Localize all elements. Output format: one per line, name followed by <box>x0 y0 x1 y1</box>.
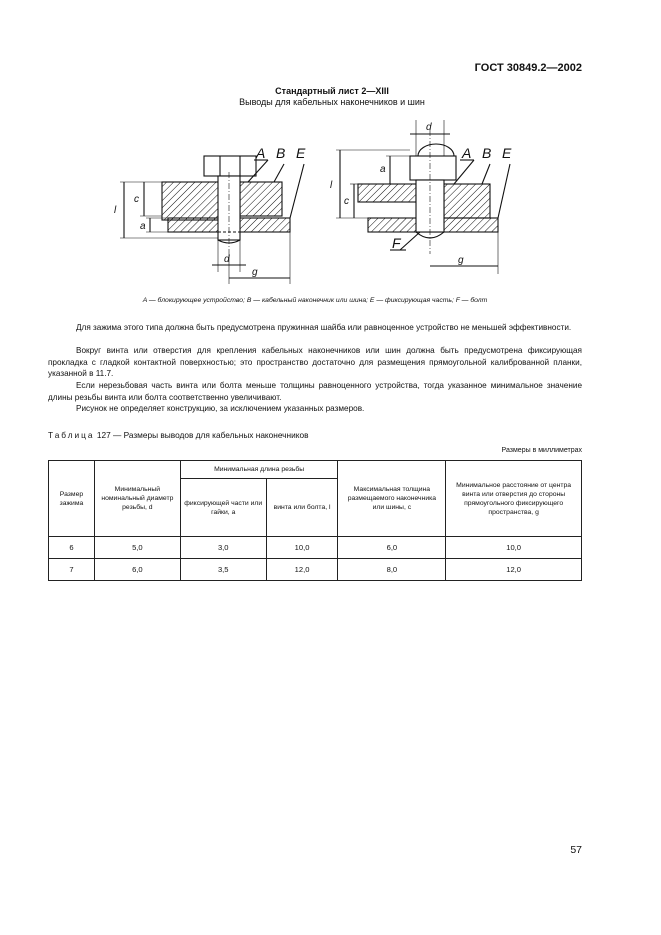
label-a-left: a <box>140 221 146 232</box>
table-caption <box>48 430 308 440</box>
table-cell: 6,0 <box>338 537 446 559</box>
header-min-diameter: Минимальный номинальный диаметр резьбы, d <box>94 461 180 537</box>
paragraph-1: Для зажима этого типа должна быть предусмотрена пружинная шайба или равноценное устройство не меньшей эффективности. <box>76 323 572 332</box>
table-cell: 12,0 <box>266 559 338 581</box>
table-cell: 12,0 <box>446 559 582 581</box>
header-min-thread-length: Минимальная длина резьбы <box>180 461 338 479</box>
table-row <box>49 537 582 559</box>
label-B-left: B <box>276 145 286 161</box>
paragraph-3: Если нерезьбовая часть винта или болта меньше толщины равноценного устройства, тогда указанное минимальное значение длины резьбы винта или болта соответственно увеличивают. <box>48 381 582 402</box>
table-cell: 3,0 <box>180 537 266 559</box>
table-cell: 10,0 <box>446 537 582 559</box>
label-d-left: d <box>224 254 230 265</box>
header-max-thickness: Максимальная толщина размещаемого наконечника или шины, c <box>338 461 446 537</box>
dimensions-table <box>48 460 582 581</box>
page-number: 57 <box>570 844 582 856</box>
table-cell: 7 <box>49 559 95 581</box>
table-cell: 10,0 <box>266 537 338 559</box>
label-c-right: c <box>344 196 349 207</box>
label-B-right: B <box>482 145 492 161</box>
table-cell: 6 <box>49 537 95 559</box>
document-code: ГОСТ 30849.2—2002 <box>474 62 582 74</box>
label-E-right: E <box>502 145 512 161</box>
table-caption-text: 127 — Размеры выводов для кабельных наконечников <box>96 430 309 440</box>
table-cell: 8,0 <box>338 559 446 581</box>
right-cable-lug <box>444 184 490 218</box>
label-a-right: a <box>380 164 386 175</box>
paragraph-2: Вокруг винта или отверстия для крепления кабельных наконечников или шин должна быть предусмотрена фиксирующая прокладка с гладкой контактной поверхностью; это пространство достаточно для размещения прямоугольной калиброванной планки, указанной в 11.7. <box>48 346 582 378</box>
label-g-left: g <box>252 267 258 278</box>
left-cable-lug <box>240 182 282 216</box>
header-fixing-part: фиксирующей части или гайки, a <box>180 479 266 537</box>
table-cell: 5,0 <box>94 537 180 559</box>
table-row <box>49 559 582 581</box>
header-min-distance: Минимальное расстояние от центра винта или отверстия до стороны прямоугольного фиксирующего пространства, g <box>446 461 582 537</box>
sheet-subtitle: Выводы для кабельных наконечников и шин <box>239 97 425 107</box>
label-g-right: g <box>458 255 464 266</box>
header-screw: винта или болта, l <box>266 479 338 537</box>
right-bolt-head <box>410 156 456 180</box>
sheet-title: Стандартный лист 2—XIII <box>275 86 389 96</box>
label-l-right: l <box>330 180 333 191</box>
left-locking-device <box>162 182 222 220</box>
table-cell: 3,5 <box>180 559 266 581</box>
header-size: Размер зажима <box>49 461 95 537</box>
terminal-drawing <box>100 114 540 290</box>
label-c-left: c <box>134 194 139 205</box>
label-A-right: A <box>462 145 472 161</box>
label-E-left: E <box>296 145 306 161</box>
label-A-left: A <box>256 145 266 161</box>
label-l-left: l <box>114 205 117 216</box>
figure-legend: A — блокирующее устройство; B — кабельный наконечник или шина; E — фиксирующая часть; F — болт <box>142 297 488 304</box>
left-screw-head <box>204 156 256 176</box>
table-caption-word: Таблица <box>48 430 95 440</box>
label-d-right: d <box>426 122 432 133</box>
table-cell: 6,0 <box>94 559 180 581</box>
units-note: Размеры в миллиметрах <box>501 447 582 454</box>
paragraph-4: Рисунок не определяет конструкцию, за исключением указанных размеров. <box>76 404 365 413</box>
label-F-right: F <box>392 235 401 251</box>
right-locking-device <box>358 184 416 202</box>
